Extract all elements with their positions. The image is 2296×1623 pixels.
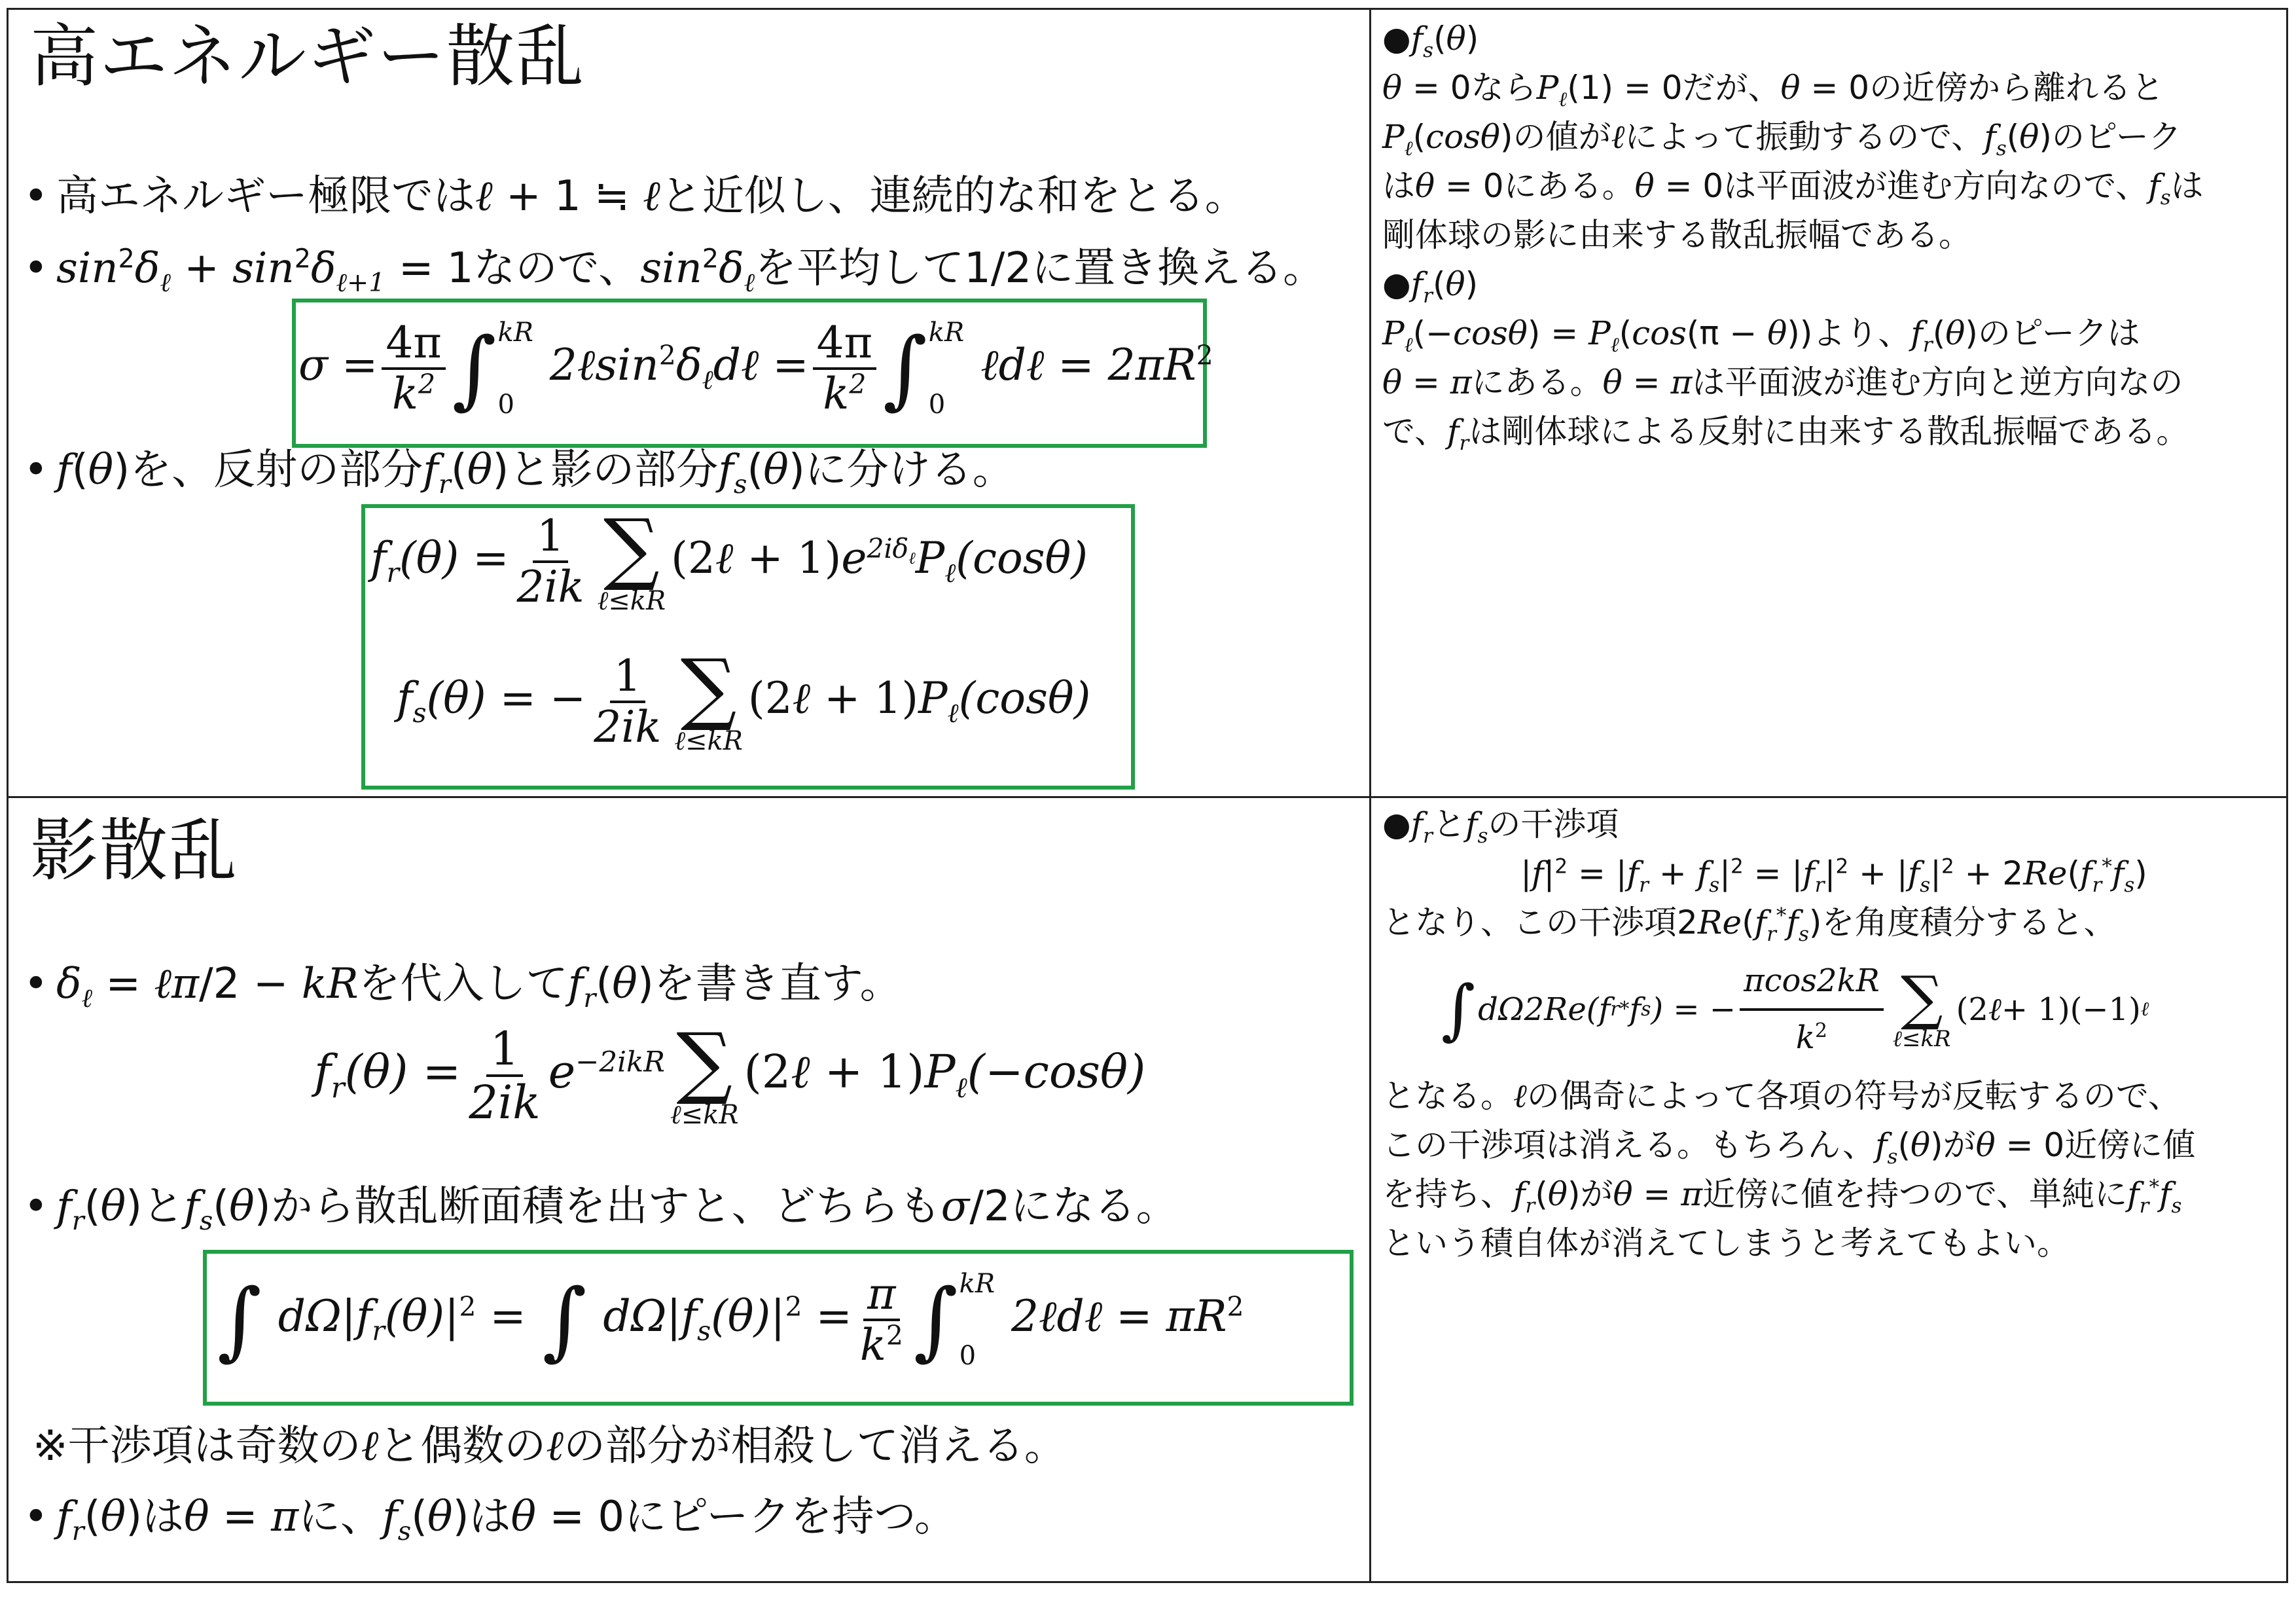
panel-high-energy (7, 8, 1369, 796)
bullet-approx: • 高エネルギー極限ではℓ + 1 ≒ ℓと近似し、連続的な和をとる。 (24, 172, 1247, 221)
interference-expansion: $|f|^2 = |f_r + f_s|^2 = |f_r|^2 + |f_s|^2 + 2Re(f_r^*f_s)$ (1520, 854, 2147, 897)
rewritten-reflection-formula: $f_r(\theta)$ = $\frac{1}{2ik}$ $e^{-2ikR}$ ∑ ℓ≤kR (2ℓ + $1)P_\ell(-\cos\theta)$ (314, 1017, 1146, 1130)
bullet-average: • $\sin^2\delta_\ell + \sin^2\delta_{\ell+1} = 1$なので、$\sin^2\delta_\ell$を平均して1/2に置き換える。 (24, 244, 1325, 298)
panel-notes-bottom (1382, 800, 2286, 1268)
shadow-amplitude-formula: $f_s(\theta)$ = − $\frac{1}{2ik}$ ∑ ℓ≤kR (2ℓ + $1)P_\ell(\cos\theta)$ (397, 643, 1091, 756)
note-interference-text2: となる。ℓの偶奇によって各項の符号が反転するので、 この干渉項は消える。もちろん、$f_s(\theta)$がθ = 0近傍に値 を持ち、$f_r(\theta)$がθ = π近傍に値を持つので、単純に$f_r^*f_s$ という積自体が消えてしまうと考えてもよい。 (1382, 1077, 2196, 1262)
cross-section-formula: σ = $\frac{4\pi}{k^2}$ ∫ kR 0 $2\ell\sin^2\delta_\ell d\ell$ = $\frac{4\pi}{k^2}$ ∫ kR 0 ℓdℓ = $2\pi R^2$ (298, 318, 1213, 420)
panel-shadow-scattering (7, 798, 1369, 1581)
note-interference-cancel: ※干渉項は奇数のℓと偶数のℓの部分が相殺して消える。 (33, 1422, 1066, 1470)
note-heading-reflection: $●f_r(\theta)$ (1382, 265, 1479, 308)
bullet-cross-section: • $f_r(\theta)$と$f_s(\theta)$から散乱断面積を出すと、どちらもσ/2になる。 (24, 1182, 1178, 1236)
bullet-substitute: • $\delta_\ell$ = ℓπ/2 − kRを代入して$f_r(\theta)$を書き直す。 (24, 960, 902, 1013)
note-heading-shadow: $●f_s(\theta)$ (1382, 20, 1479, 62)
column-divider (1369, 8, 1371, 1583)
bullet-split: • f(θ)を、反射の部分$f_r(\theta)$と影の部分$f_s(\theta)$に分ける。 (24, 446, 1014, 500)
section-title-high-energy: 高エネルギー散乱 (30, 16, 586, 96)
section-title-shadow: 影散乱 (30, 811, 239, 890)
shadow-cross-section-formula: ∫ $d\Omega|f_r(\theta)|^2$ = ∫ $d\Omega|f_s(\theta)|^2$ = $\frac{\pi}{k^2}$ ∫ kR 0 2ℓdℓ = $\pi R^2$ (217, 1269, 1244, 1371)
note-heading-interference: $●f_r$と$f_s$の干渉項 (1382, 805, 1619, 848)
note-reflection-text: $P_\ell(-\cos\theta) = P_\ell(\cos(\pi - \theta))$より、$f_r(\theta)$のピークは θ = πにある。θ = πは平面波が進む方向と逆方向なの で、$f_r$は剛体球による反射に由来する散乱振幅である。 (1382, 314, 2189, 455)
note-shadow-text: θ = 0なら$P_\ell(1) = 0$だが、θ = 0の近傍から離れると $P_\ell(\cos\theta)$の値がℓによって振動するので、$f_s(\theta)$のピーク はθ = 0にある。θ = 0は平面波が進む方向なので、$f_s$は 剛体球の影に由来する散乱振幅である。 (1382, 69, 2204, 254)
note-interference-text1: となり、この干渉項$2Re(f_r^*f_s)$を角度積分すると、 (1382, 903, 2117, 946)
interference-integral-formula: ∫ dΩ2Re(f r * f s ) = − $\frac{\pi\cos 2kR}{k^2}$ ∑ ℓ≤kR (2 ℓ + 1)(−1) ℓ (1382, 947, 2286, 1072)
bullet-peaks: • $f_r(\theta)$はθ = πに、$f_s(\theta)$はθ = 0にピークを持つ。 (24, 1493, 956, 1546)
panel-notes-top (1382, 14, 2286, 456)
reflection-amplitude-formula: $f_r(\theta)$ = $\frac{1}{2ik}$ ∑ ℓ≤kR (2ℓ + $1)e^{2i\delta_\ell}P_\ell(\cos\theta)$ (370, 503, 1088, 616)
